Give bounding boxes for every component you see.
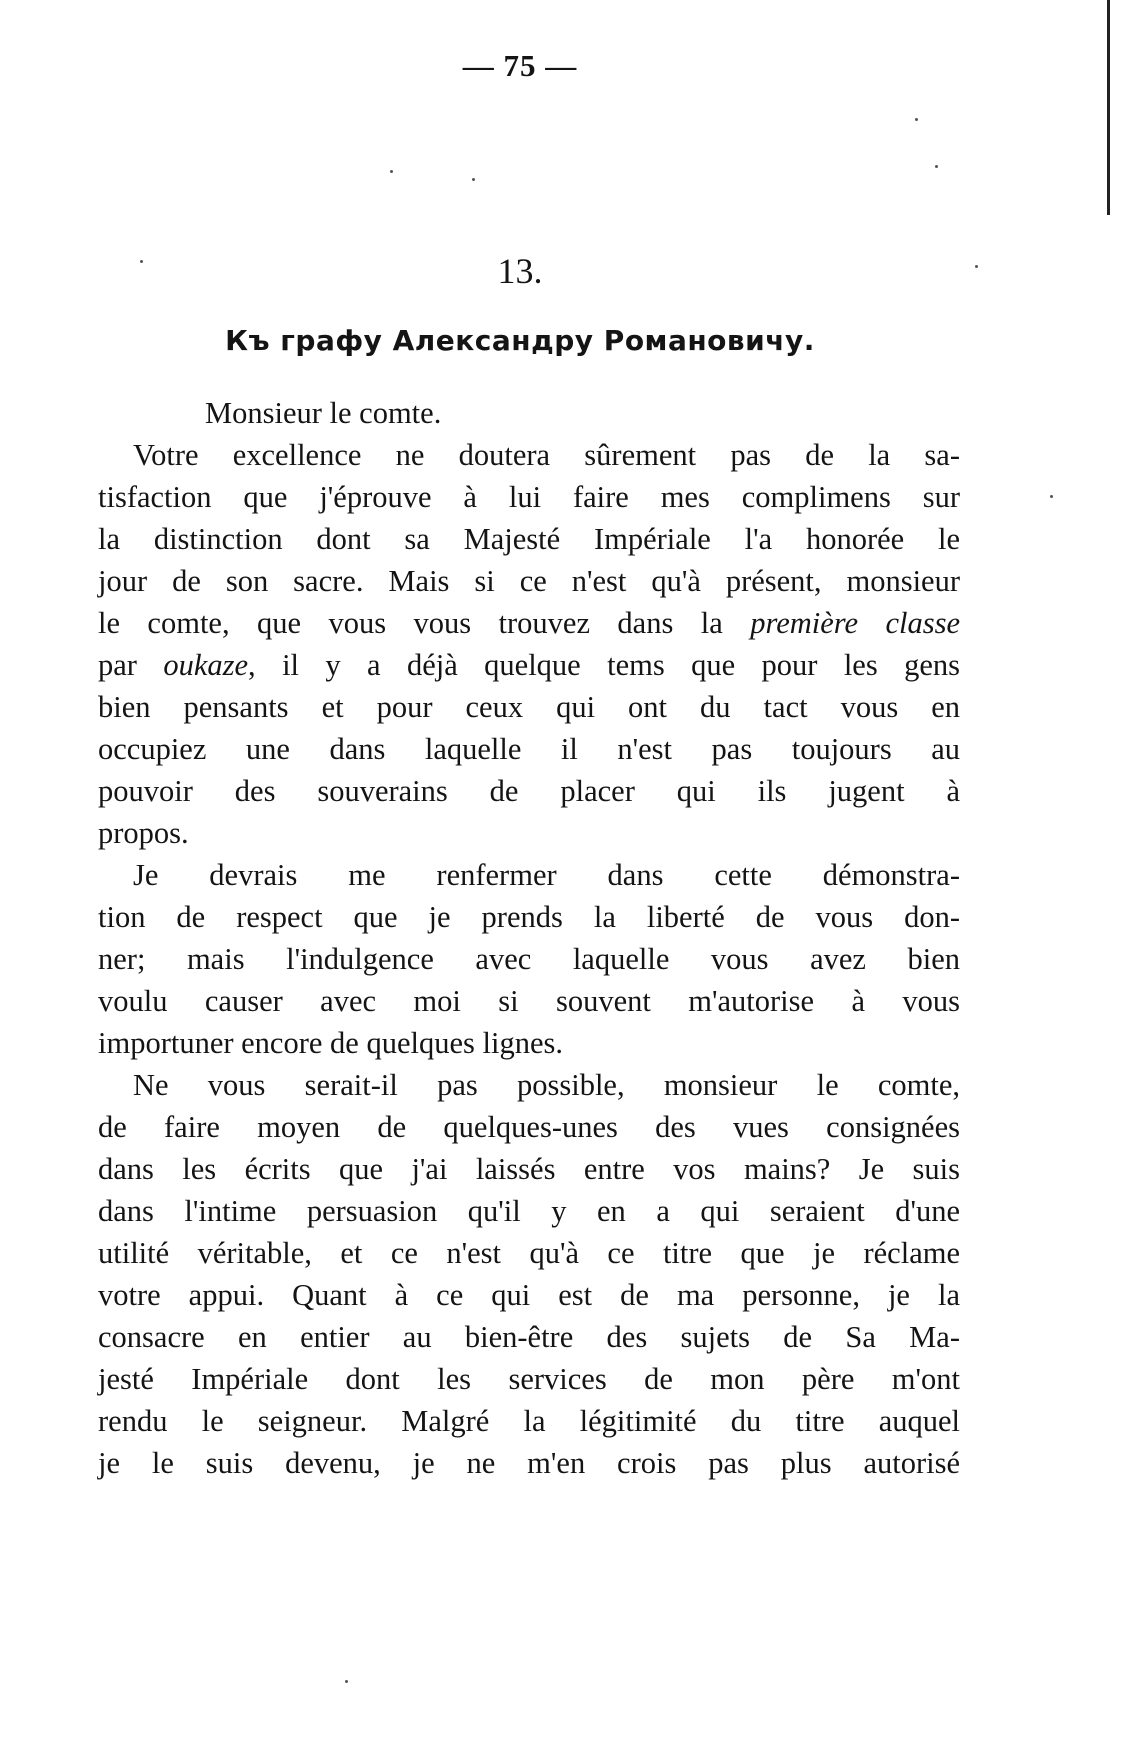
page-edge-rule xyxy=(1107,0,1110,215)
scan-speck xyxy=(935,165,938,168)
paragraph xyxy=(98,1064,960,1484)
page-number: — 75 — xyxy=(462,48,578,83)
paragraph xyxy=(98,854,960,1064)
letter-body xyxy=(98,392,960,1484)
text-line: bien pensants et pour ceux qui ont du tact vous en xyxy=(98,690,960,724)
letter-number: 13. xyxy=(497,251,543,291)
scan-speck xyxy=(1050,495,1053,498)
text-line: propos. xyxy=(98,816,189,850)
text-line: jour de son sacre. Mais si ce n'est qu'à présent, monsieur xyxy=(98,564,960,598)
scan-speck xyxy=(915,118,918,121)
text-line: jesté Impériale dont les services de mon père m'ont xyxy=(98,1362,960,1396)
text-line: rendu le seigneur. Malgré la légitimité du titre auquel xyxy=(98,1404,960,1438)
addressee-heading: Къ графу Александру Романовичу. xyxy=(225,324,815,357)
text-line: pouvoir des souverains de placer qui ils jugent à xyxy=(98,774,960,808)
text-line: ner; mais l'indulgence avec laquelle vous avez bien xyxy=(98,942,960,976)
text-line: la distinction dont sa Majesté Impériale l'a honorée le xyxy=(98,522,960,556)
scan-speck xyxy=(140,260,143,263)
salutation: Monsieur le comte. xyxy=(205,396,442,430)
scan-speck xyxy=(390,170,393,173)
text-line: consacre en entier au bien-être des sujets de Sa Ma- xyxy=(98,1320,960,1354)
text-line: tisfaction que j'éprouve à lui faire mes complimens sur xyxy=(98,480,960,514)
text-line: le comte, que vous vous trouvez dans la première classe xyxy=(98,606,961,640)
text-line: occupiez une dans laquelle il n'est pas toujours au xyxy=(98,732,960,766)
text-line: tion de respect que je prends la liberté de vous don- xyxy=(98,900,960,934)
text-line: utilité véritable, et ce n'est qu'à ce titre que je réclame xyxy=(98,1236,960,1270)
paragraph xyxy=(98,434,960,854)
scan-speck xyxy=(345,1680,348,1683)
text-line: voulu causer avec moi si souvent m'autorise à vous xyxy=(98,984,960,1018)
paragraphs xyxy=(98,434,960,1484)
text-line: votre appui. Quant à ce qui est de ma personne, je la xyxy=(98,1278,960,1312)
text-line: de faire moyen de quelques-unes des vues consignées xyxy=(98,1110,960,1144)
text-line: je le suis devenu, je ne m'en crois pas plus autorisé xyxy=(98,1446,960,1480)
scan-speck xyxy=(975,265,978,268)
text-line: dans les écrits que j'ai laissés entre vos mains? Je suis xyxy=(98,1152,960,1186)
text-line: importuner encore de quelques lignes. xyxy=(98,1026,563,1060)
scan-speck xyxy=(472,178,475,181)
text-line: Ne vous serait-il pas possible, monsieur le comte, xyxy=(133,1068,960,1102)
text-line: Votre excellence ne doutera sûrement pas de la sa- xyxy=(133,438,960,472)
text-line: Je devrais me renfermer dans cette démonstra- xyxy=(133,858,960,892)
text-line: par oukaze, il y a déjà quelque tems que pour les gens xyxy=(98,648,960,682)
text-line: dans l'intime persuasion qu'il y en a qui seraient d'une xyxy=(98,1194,960,1228)
